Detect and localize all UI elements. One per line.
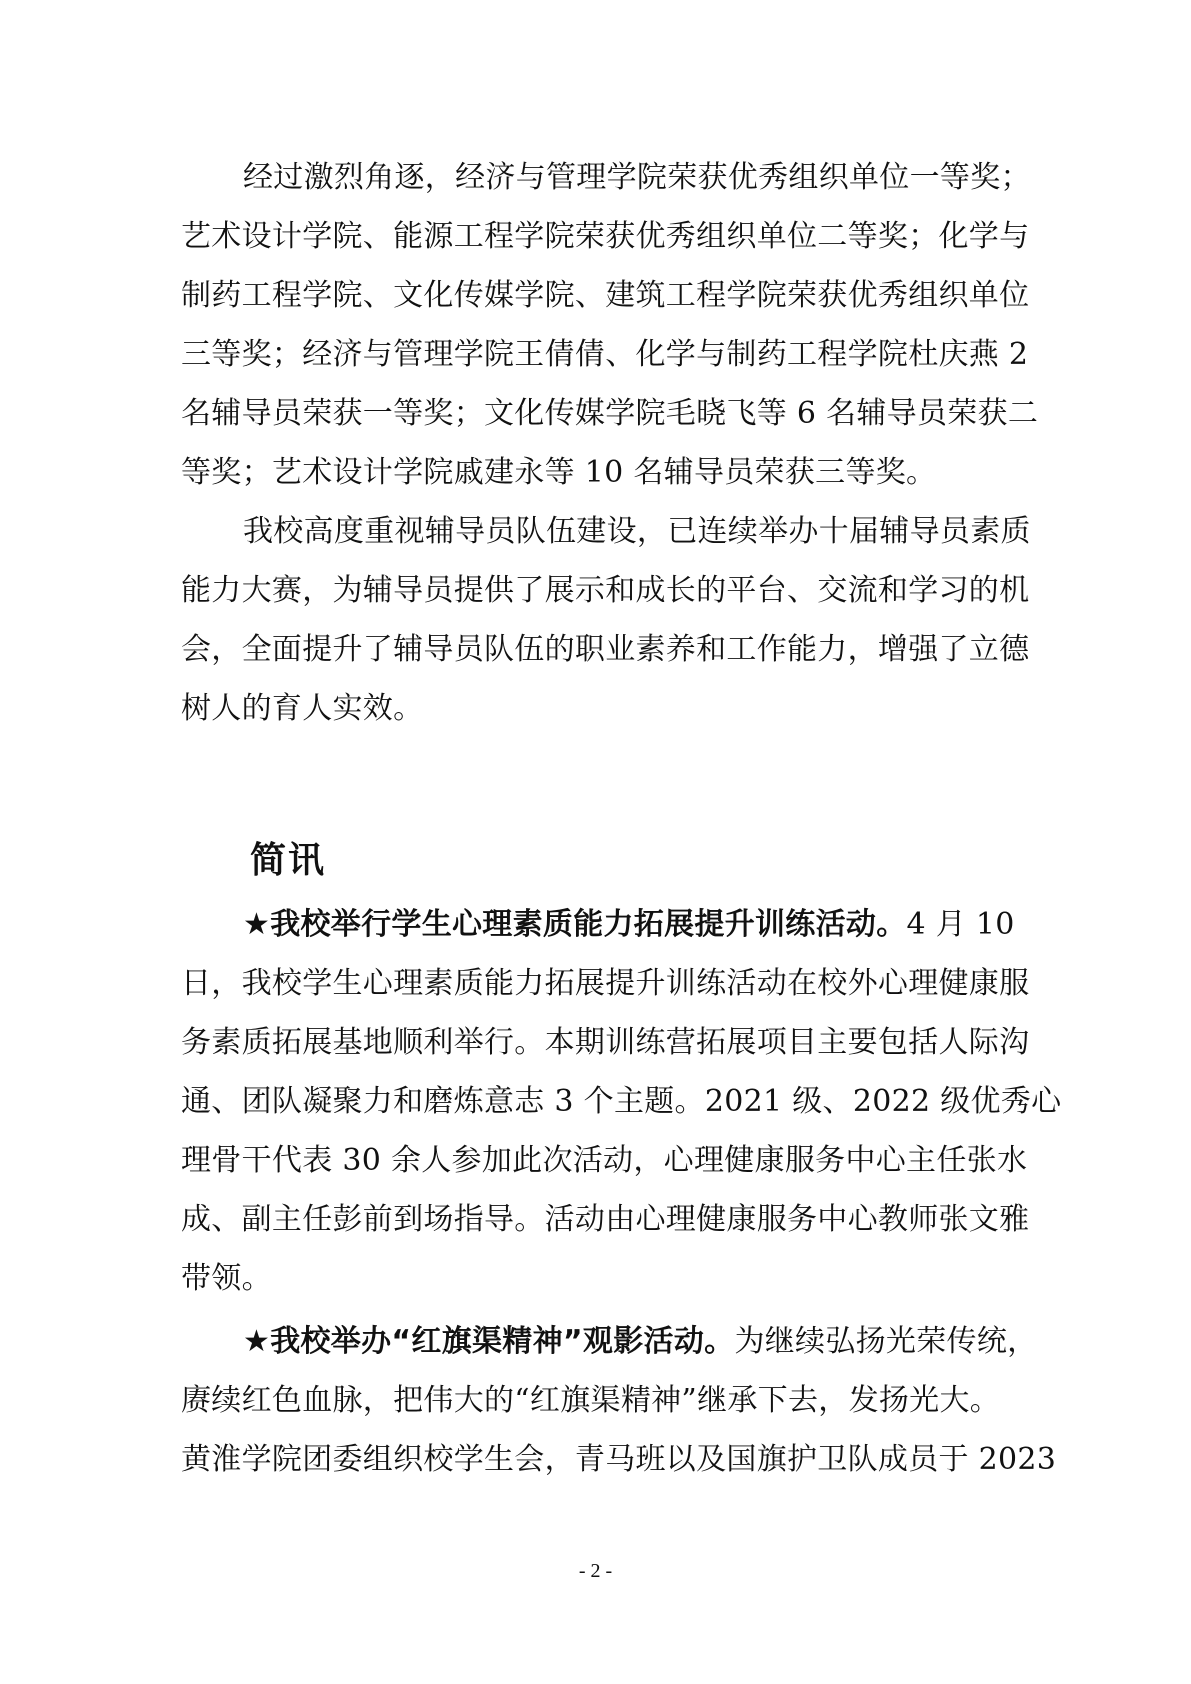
paragraph-line: 通、团队凝聚力和磨炼意志 3 个主题。2021 级、2022 级优秀心 (181, 1084, 1062, 1119)
news-item-text: 4 月 10 (906, 907, 1015, 942)
paragraph-line: 黄淮学院团委组织校学生会，青马班以及国旗护卫队成员于 2023 (181, 1442, 1057, 1477)
paragraph-line: 名辅导员荣获一等奖；文化传媒学院毛晓飞等 6 名辅导员荣获二 (181, 396, 1039, 431)
paragraph-line: 制药工程学院、文化传媒学院、建筑工程学院荣获优秀组织单位 (181, 278, 1030, 313)
paragraph-line: 等奖；艺术设计学院戚建永等 10 名辅导员荣获三等奖。 (181, 455, 937, 490)
news-item-title: ★我校举办“红旗渠精神”观影活动。 (243, 1324, 735, 1359)
paragraph-line: 三等奖；经济与管理学院王倩倩、化学与制药工程学院杜庆燕 2 (181, 337, 1029, 372)
paragraph-line: 树人的育人实效。 (181, 691, 424, 726)
paragraph-line: 经过激烈角逐，经济与管理学院荣获优秀组织单位一等奖； (243, 160, 1031, 195)
news-item-first-line (181, 895, 1015, 954)
paragraph-line: 我校高度重视辅导员队伍建设，已连续举办十届辅导员素质 (243, 514, 1031, 549)
paragraph-line: 成、副主任彭前到场指导。活动由心理健康服务中心教师张文雅 (181, 1202, 1030, 1237)
paragraph-line: 理骨干代表 30 余人参加此次活动，心理健康服务中心主任张水 (181, 1143, 1028, 1178)
paragraph-line: 日，我校学生心理素质能力拓展提升训练活动在校外心理健康服 (181, 966, 1030, 1001)
paragraph-line: 带领。 (181, 1261, 272, 1296)
news-item-text: 为继续弘扬光荣传统， (734, 1324, 1038, 1359)
article-body (181, 148, 1039, 738)
paragraph-line: 务素质拓展基地顺利举行。本期训练营拓展项目主要包括人际沟 (181, 1025, 1030, 1060)
paragraph-line: 赓续红色血脉，把伟大的“红旗渠精神”继承下去，发扬光大。 (181, 1383, 1001, 1418)
paragraph-line: 艺术设计学院、能源工程学院荣获优秀组织单位二等奖；化学与 (181, 219, 1030, 254)
news-section (181, 895, 1062, 1489)
news-item-first-line (181, 1312, 1038, 1371)
paragraph-line: 会，全面提升了辅导员队伍的职业素养和工作能力，增强了立德 (181, 632, 1030, 667)
paragraph-line: 能力大赛，为辅导员提供了展示和成长的平台、交流和学习的机 (181, 573, 1030, 608)
page-number: - 2 - (578, 1560, 613, 1582)
news-item-title: ★我校举行学生心理素质能力拓展提升训练活动。 (243, 907, 907, 942)
section-heading: 简讯 (250, 839, 327, 881)
